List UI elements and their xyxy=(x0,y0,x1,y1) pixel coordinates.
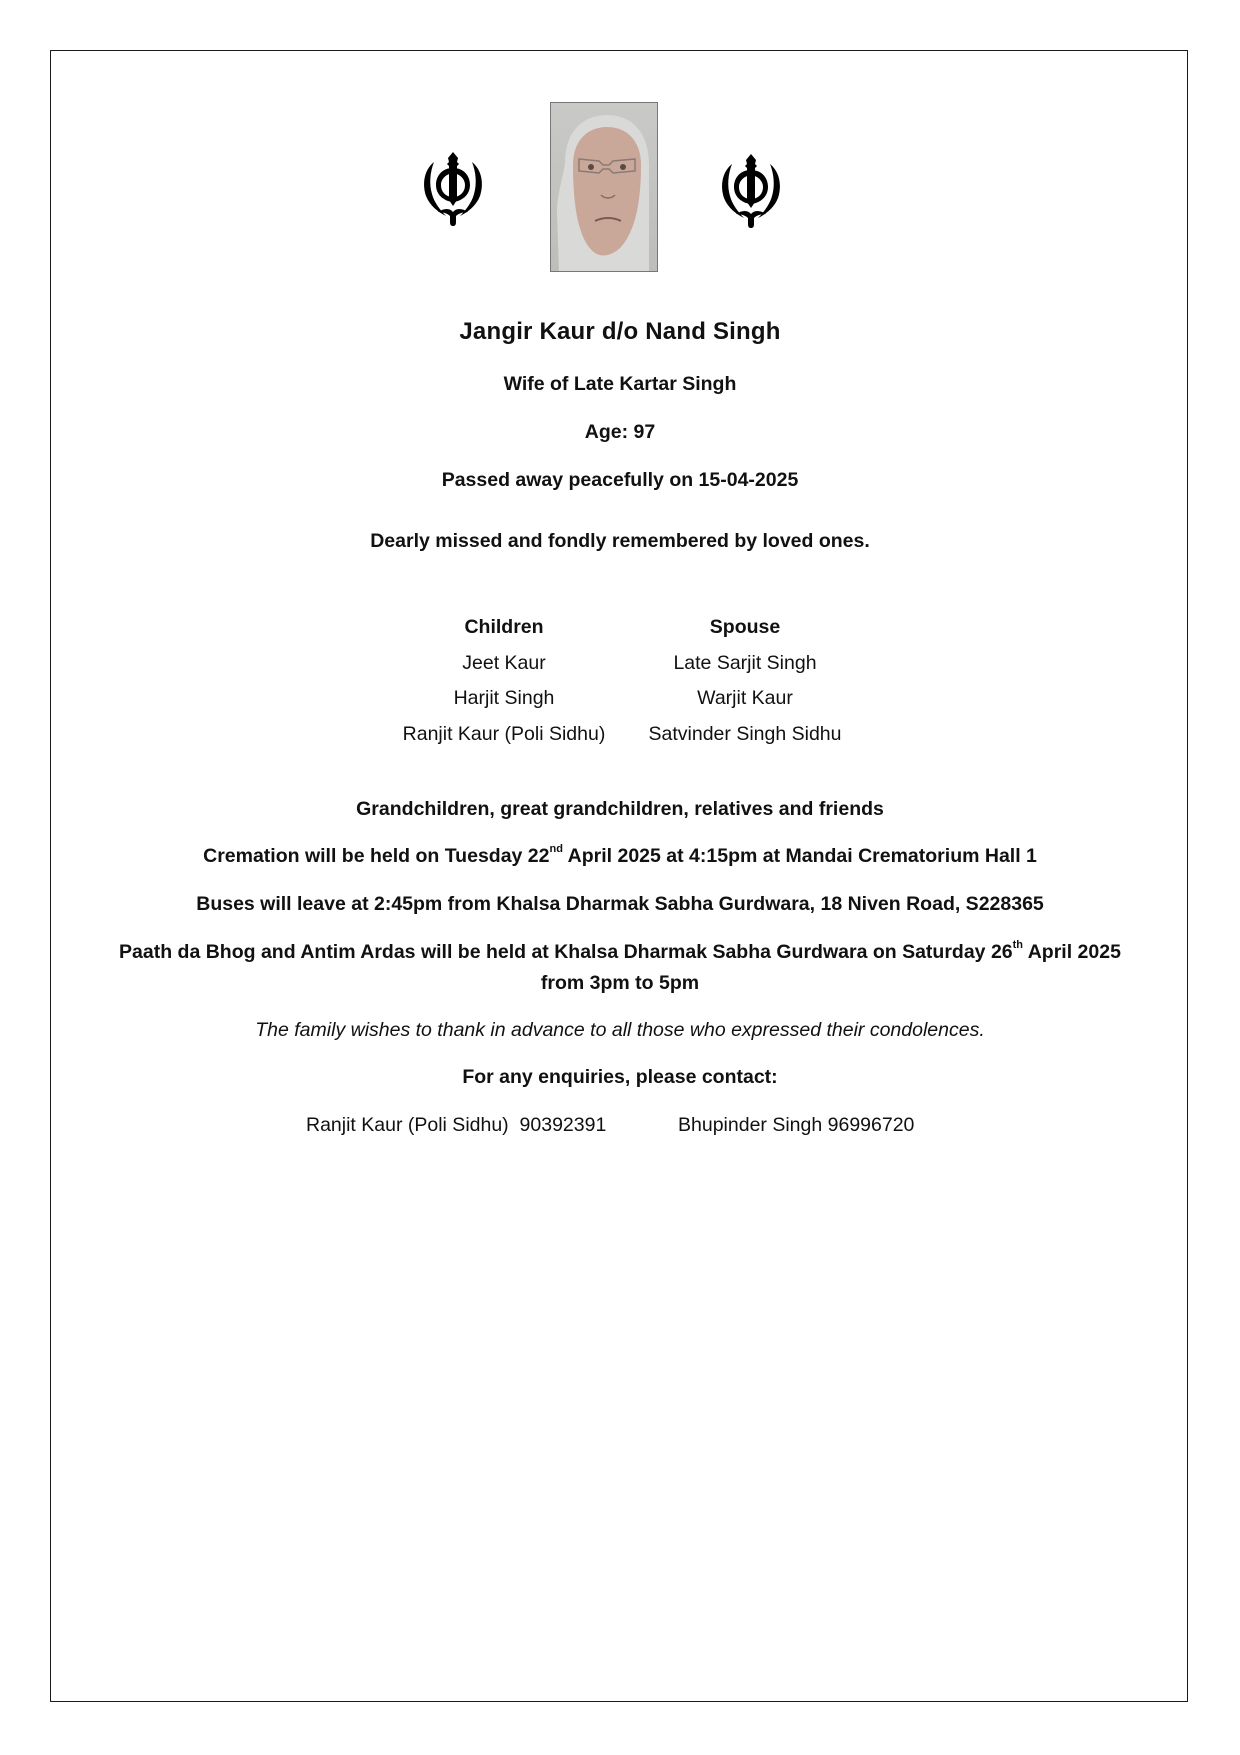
portrait-photo xyxy=(550,102,658,272)
khanda-icon xyxy=(420,150,486,228)
enquiries-line: For any enquiries, please contact: xyxy=(462,1066,778,1088)
spouse-name: Satvinder Singh Sidhu xyxy=(648,722,842,745)
page-border xyxy=(50,50,1188,1702)
cremation-line: Cremation will be held on Tuesday 22nd April 2025 at 4:15pm at Mandai Crematorium Hall 1 xyxy=(203,843,1037,867)
child-name: Ranjit Kaur (Poli Sidhu) xyxy=(402,722,606,745)
spouse-header: Spouse xyxy=(709,616,781,638)
contact-phone: 90392391 xyxy=(519,1114,607,1136)
others-line: Grandchildren, great grandchildren, relatives and friends xyxy=(356,798,884,820)
deceased-name: Jangir Kaur d/o Nand Singh xyxy=(459,318,781,345)
children-header: Children xyxy=(464,616,544,638)
child-name: Jeet Kaur xyxy=(462,651,546,674)
paath-line: Paath da Bhog and Antim Ardas will be held at Khalsa Dharmak Sabha Gurdwara on Saturday 26th April 2025 xyxy=(119,939,1121,963)
contact-2 xyxy=(678,1114,914,1137)
children-column xyxy=(374,610,634,752)
passed-line: Passed away peacefully on 15-04-2025 xyxy=(441,469,799,491)
remembered-line: Dearly missed and fondly remembered by loved ones. xyxy=(370,530,870,552)
contact-name: Ranjit Kaur (Poli Sidhu) xyxy=(306,1114,509,1136)
paath-time-line: from 3pm to 5pm xyxy=(540,972,700,994)
child-name: Harjit Singh xyxy=(453,687,555,709)
age-line: Age: 97 xyxy=(584,421,656,443)
contact-1 xyxy=(306,1114,606,1137)
contact-name: Bhupinder Singh xyxy=(678,1114,823,1136)
thanks-line: The family wishes to thank in advance to all those who expressed their condolences. xyxy=(255,1019,985,1041)
khanda-icon xyxy=(718,152,784,230)
spouse-name: Warjit Kaur xyxy=(697,687,793,709)
contact-phone: 96996720 xyxy=(827,1114,915,1136)
spouse-name: Late Sarjit Singh xyxy=(673,651,817,674)
spouse-column xyxy=(630,610,860,752)
buses-line: Buses will leave at 2:45pm from Khalsa Dharmak Sabha Gurdwara, 18 Niven Road, S228365 xyxy=(196,893,1044,915)
relation-line: Wife of Late Kartar Singh xyxy=(503,373,737,395)
